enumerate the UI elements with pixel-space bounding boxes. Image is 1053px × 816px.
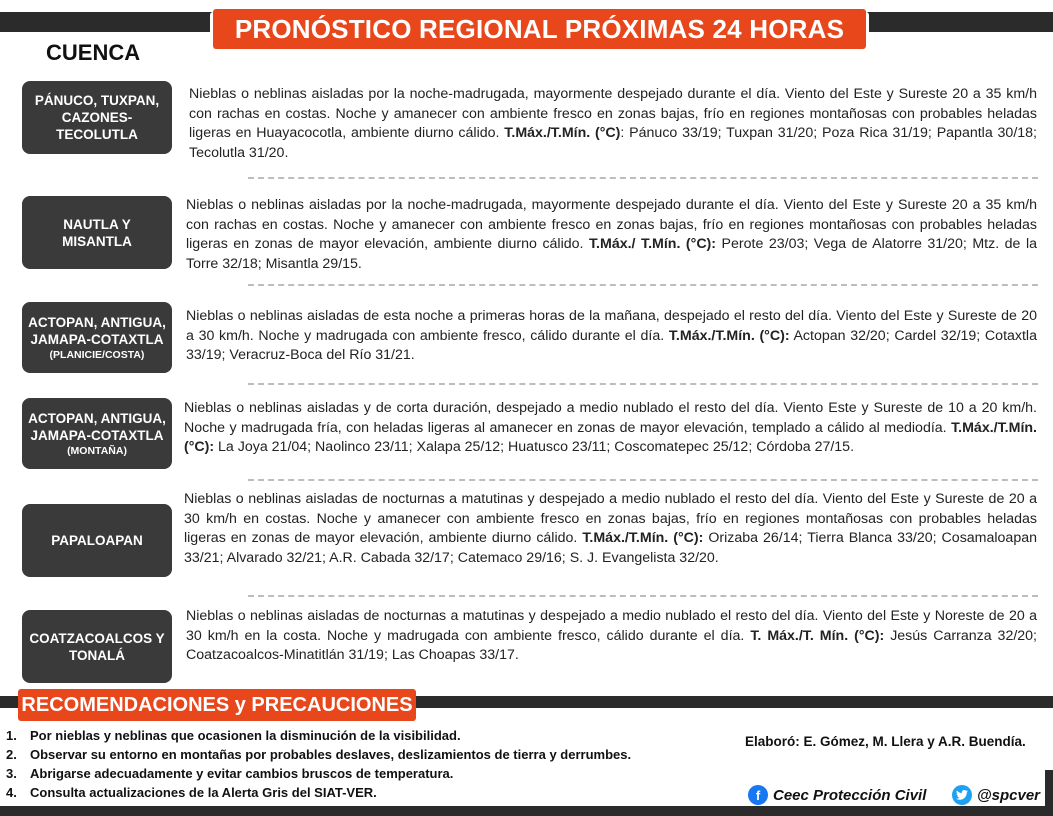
list-item [6, 745, 631, 764]
list-item [6, 783, 631, 802]
region-badge-papaloapan [22, 504, 172, 577]
region-name: COATZACOALCOS Y TONALÁ [29, 630, 165, 663]
temps-text: Jesús Carranza 32/20; Coatzacoalcos-Minatitlán 31/19; Las Choapas 33/17. [186, 627, 1037, 663]
forecast-text: Nieblas o neblinas aisladas de nocturnas a matutinas y despejado a medio nublado el resto del día. Viento del Este y Noreste de 20 a 30 km/h en la costa. Noche y madrugada con ambiente fresco, cálido durante el día. [186, 608, 1037, 644]
recommendations-title [18, 689, 416, 721]
region-name: PÁNUCO, TUXPAN, CAZONES-TECOLUTLA [34, 93, 160, 142]
list-item-number: 4. [6, 785, 17, 800]
forecast-text: Nieblas o neblinas aisladas por la noche-madrugada, mayormente despejado durante el día. Viento del Este y Sureste 20 a 35 km/h con rachas en costas. Noche y amanecer con ambiente fresco en zonas bajas, frío en regiones montañosas con probables heladas ligeras en zonas de mayor elevación, ambiente diurno cálido. [186, 197, 1037, 252]
temp-label: T. Máx./T. Mín. (°C): [750, 627, 885, 644]
forecast-text: Nieblas o neblinas aisladas por la noche-madrugada, mayormente despejado durante el día. Viento del Este y Sureste 20 a 35 km/h con rachas en costas. Noche y amanecer con ambiente fresco en zonas bajas, frío en regiones montañosas con probables heladas ligeras en Huayacocotla, ambiente diurno cálido. [189, 86, 1037, 141]
list-item-number: 1. [6, 728, 17, 743]
forecast-text: Nieblas o neblinas aisladas y de corta duración, despejado a medio nublado el resto del día. Viento Este y Sureste de 10 a 20 km/h. Noche y madrugada fría, con heladas ligeras al amanecer en zonas de mayor elevación, templado a cálido al mediodía. [184, 400, 1037, 436]
temp-label: T.Máx./T.Mín. (°C): [184, 419, 1037, 455]
temps-text: Perote 23/03; Vega de Alatorre 31/20; Mtz. de la Torre 32/18; Misantla 29/15. [186, 236, 1037, 272]
region-badge-coatzacoalcos [22, 610, 172, 683]
region-name: NAUTLA Y MISANTLA [62, 216, 132, 249]
region-forecast-coatzacoalcos [186, 607, 1037, 666]
region-name: ACTOPAN, ANTIGUA, JAMAPA-COTAXTLA [28, 410, 166, 443]
divider [248, 595, 1038, 597]
region-forecast-actopan-costa [186, 307, 1037, 366]
divider [248, 383, 1038, 385]
temps-text: La Joya 21/04; Naolinco 23/11; Xalapa 25/12; Huatusco 23/11; Coscomatepec 25/12; Córdoba 27/15. [214, 439, 855, 455]
temp-label: T.Máx./T.Mín. (°C): [668, 327, 790, 344]
divider [248, 177, 1038, 179]
twitter-handle: @spcver [977, 786, 1040, 804]
region-badge-actopan-montana [22, 398, 172, 469]
region-name: PAPALOAPAN [51, 533, 143, 548]
divider [248, 479, 1038, 481]
region-badge-actopan-costa [22, 302, 172, 373]
forecast-text: Nieblas o neblinas aisladas de nocturnas a matutinas y despejado a medio nublado el resto del día. Viento del Este y Sureste de 20 a 30 km/h en costas. Noche y amanecer con ambiente fresco en zonas bajas, frío en regiones montañosas con probables heladas ligeras en zonas de mayor elevación, ambiente diurno cálido. [184, 491, 1037, 546]
list-item-text: Consulta actualizaciones de la Alerta Gris del SIAT-VER. [30, 785, 377, 800]
list-item-text: Observar su entorno en montañas por probables deslaves, deslizamientos de tierra y derrumbes. [30, 747, 632, 762]
recommendations-title-text: RECOMENDACIONES y PRECAUCIONES [21, 693, 413, 716]
region-forecast-nautla [186, 196, 1037, 274]
page-title-text: PRONÓSTICO REGIONAL PRÓXIMAS 24 HORAS [234, 13, 845, 44]
temps-text: : Pánuco 33/19; Tuxpan 31/20; Poza Rica 31/19; Papantla 30/18; Tecolutla 31/20. [189, 125, 1037, 161]
region-forecast-papaloapan [184, 490, 1037, 568]
region-badge-panuco [22, 81, 172, 154]
credits: Elaboró: E. Gómez, M. Llera y A.R. Buendía. [745, 734, 1026, 749]
list-item [6, 726, 631, 745]
recommendations-list [6, 726, 631, 802]
temp-label: T.Máx./ T.Mín. (°C): [588, 236, 717, 252]
forecast-text: Nieblas o neblinas aisladas de esta noche a primeras horas de la mañana, despejado el resto del día. Viento del Este y Sureste de 20 a 30 km/h. Noche y madrugada con ambiente fresco, cálido durante el día. [186, 308, 1037, 344]
region-badge-nautla [22, 196, 172, 269]
facebook-icon: f [748, 785, 768, 805]
twitter-link[interactable] [952, 785, 1040, 805]
region-subname: (MONTAÑA) [67, 444, 127, 457]
temp-label: T.Máx./T.Mín. (°C): [582, 530, 704, 546]
list-item-number: 3. [6, 766, 17, 781]
temps-text: Orizaba 26/14; Tierra Blanca 33/20; Cosamaloapan 33/21; Alvarado 32/21; A.R. Cabada 32/17; Catemaco 29/16; S. J. Evangelista 32/20. [184, 530, 1037, 566]
temp-label: T.Máx./T.Mín. (°C) [504, 125, 621, 141]
twitter-icon [952, 785, 972, 805]
region-name: ACTOPAN, ANTIGUA, JAMAPA-COTAXTLA [28, 314, 166, 347]
divider [248, 284, 1038, 286]
section-label: CUENCA [46, 40, 141, 65]
page-title [213, 9, 866, 49]
footer-bar [0, 806, 1053, 816]
list-item [6, 764, 631, 783]
facebook-link[interactable] [748, 785, 926, 805]
list-item-number: 2. [6, 747, 17, 762]
region-forecast-panuco [189, 85, 1037, 163]
temps-text: Actopan 32/20; Cardel 32/19; Cotaxtla 33/19; Veracruz-Boca del Río 31/21. [186, 327, 1037, 363]
region-subname: (PLANICIE/COSTA) [49, 348, 145, 361]
facebook-handle: Ceec Protección Civil [773, 786, 927, 804]
list-item-text: Abrigarse adecuadamente y evitar cambios bruscos de temperatura. [30, 766, 454, 781]
region-forecast-actopan-montana [184, 399, 1037, 458]
list-item-text: Por nieblas y neblinas que ocasionen la disminución de la visibilidad. [30, 728, 461, 743]
